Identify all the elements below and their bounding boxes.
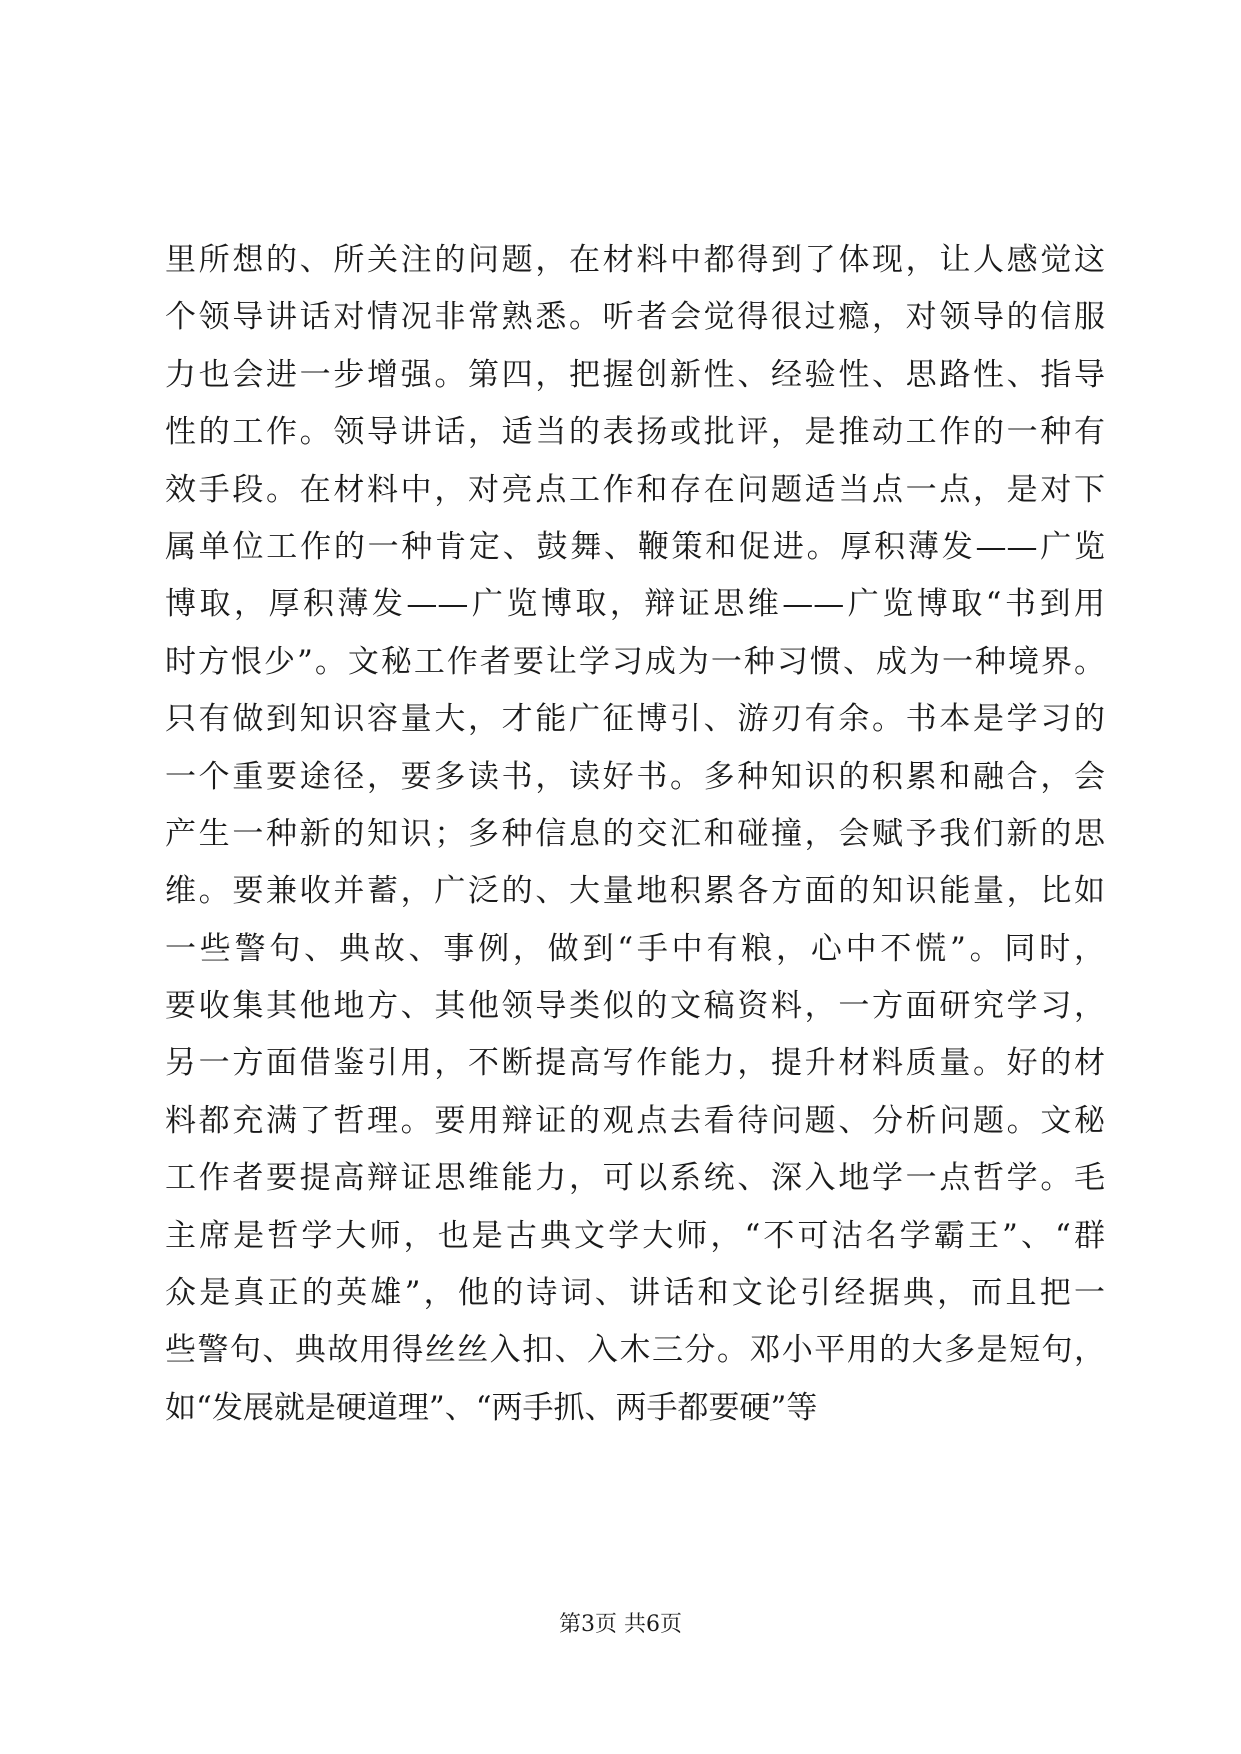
text-line: 性的工作。领导讲话，适当的表扬或批评，是推动工作的一种有 [165,414,1105,451]
text-line: 工作者要提高辩证思维能力，可以系统、深入地学一点哲学。毛 [165,1160,1105,1197]
text-line: 如“发展就是硬道理”、“两手抓、两手都要硬”等 [165,1389,818,1426]
text-line: 力也会进一步增强。第四，把握创新性、经验性、思路性、指导 [165,356,1105,393]
text-line: 众是真正的英雄”，他的诗词、讲话和文论引经据典，而且把一 [165,1275,1105,1312]
text-line: 里所想的、所关注的问题，在材料中都得到了体现，让人感觉这 [165,242,1105,278]
text-line: 主席是哲学大师，也是古典文学大师，“不可沽名学霸王”、“群 [165,1217,1105,1254]
text-line: 个领导讲话对情况非常熟悉。听者会觉得很过瘾，对领导的信服 [165,299,1105,336]
text-line: 要收集其他地方、其他领导类似的文稿资料，一方面研究学习， [165,988,1105,1025]
text-line: 产生一种新的知识；多种信息的交汇和碰撞，会赋予我们新的思 [165,815,1105,852]
text-line: 只有做到知识容量大，才能广征博引、游刃有余。书本是学习的 [165,701,1105,738]
text-line: 料都充满了哲理。要用辩证的观点去看待问题、分析问题。文秘 [165,1102,1105,1139]
text-line: 一个重要途径，要多读书，读好书。多种知识的积累和融合，会 [165,758,1105,795]
text-line: 些警句、典故用得丝丝入扣、入木三分。邓小平用的大多是短句， [165,1332,1105,1369]
page-footer [0,1610,1241,1640]
text-line: 另一方面借鉴引用，不断提高写作能力，提升材料质量。好的材 [165,1045,1105,1082]
text-line: 效手段。在材料中，对亮点工作和存在问题适当点一点，是对下 [165,471,1105,508]
body-text [165,232,1105,1437]
text-line: 一些警句、典故、事例，做到“手中有粮，心中不慌”。同时， [165,930,1105,967]
text-line: 维。要兼收并蓄，广泛的、大量地积累各方面的知识能量，比如 [165,873,1105,910]
text-line: 时方恨少”。文秘工作者要让学习成为一种习惯、成为一种境界。 [165,643,1105,680]
text-line: 博取，厚积薄发——广览博取，辩证思维——广览博取“书到用 [165,586,1105,623]
text-line: 属单位工作的一种肯定、鼓舞、鞭策和促进。厚积薄发——广览 [165,528,1105,565]
page-number: 第3页 共6页 [559,1612,682,1637]
